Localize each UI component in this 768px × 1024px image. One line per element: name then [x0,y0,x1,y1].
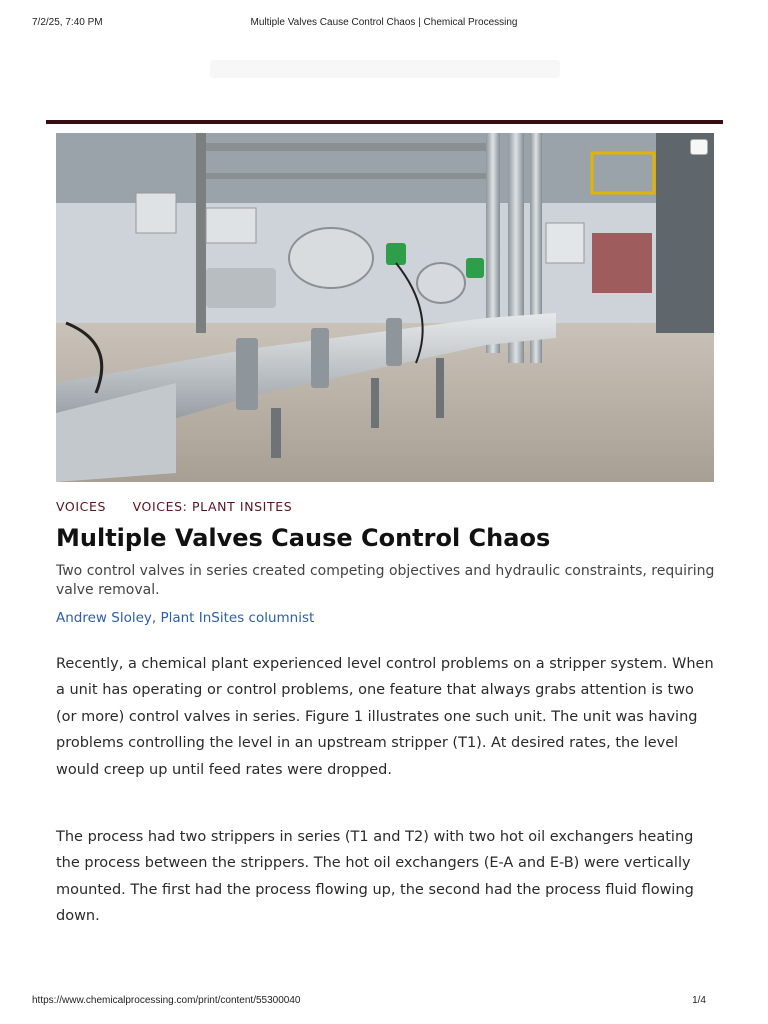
print-datetime: 7/2/25, 7:40 PM [32,17,103,28]
print-page-number: 1/4 [692,995,706,1006]
hero-image [56,133,714,482]
site-logo [210,52,560,86]
tag-plant-insites[interactable]: VOICES: PLANT INSITES [132,499,293,514]
article-paragraph: Recently, a chemical plant experienced level control problems on a stripper system. When a unit has operating or control problems, one feature that always grabs attention is two (or more) control valves in series. Figure 1 illustrates one such unit. The unit was having problems controlling the level in an upstream stripper (T1). At desired rates, the level would creep up until feed rates were dropped. [56,656,714,778]
article-title: Multiple Valves Cause Control Chaos [56,524,551,552]
author-byline[interactable]: Andrew Sloley, Plant InSites columnist [56,610,315,626]
article-tags [56,499,314,514]
brand-rule [46,120,723,124]
print-header [32,17,736,31]
tag-voices[interactable]: VOICES [56,499,107,514]
print-footer [32,995,736,1009]
hero-illustration [56,133,714,482]
article-dek: Two control valves in series created competing objectives and hydraulic constraints, requiring valve removal. [56,563,715,598]
print-url: https://www.chemicalprocessing.com/print/content/55300040 [32,995,301,1006]
print-page-title: Multiple Valves Cause Control Chaos | Chemical Processing [250,17,518,28]
article-paragraph: The process had two strippers in series (T1 and T2) with two hot oil exchangers heating the process between the strippers. The hot oil exchangers (E-A and E-B) were vertically mounted. The first had the process flowing up, the second had the process fluid flowing down. [56,829,694,925]
expand-icon[interactable] [690,139,708,155]
